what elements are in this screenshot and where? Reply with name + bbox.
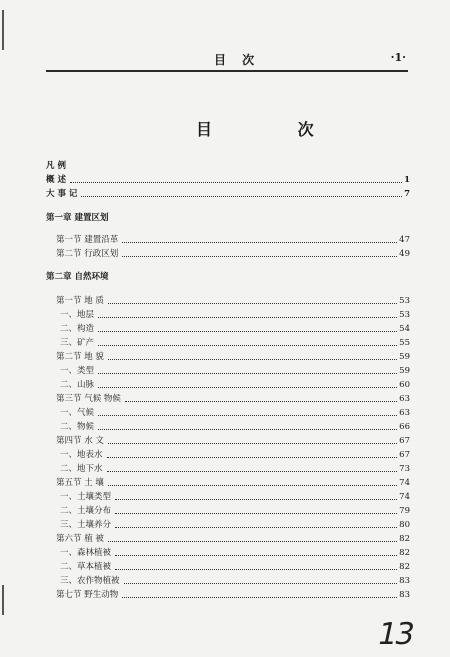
toc-entry-page: 82 xyxy=(399,562,410,572)
toc-entry xyxy=(60,404,410,418)
toc-entry xyxy=(56,390,410,404)
toc-entry-page: 47 xyxy=(399,235,410,245)
toc-entry xyxy=(56,474,410,488)
leader-dots xyxy=(108,484,397,486)
toc-entry-label: 三、土壤养分 xyxy=(60,520,112,530)
toc-entry-label: 概 述 xyxy=(46,175,66,185)
toc-entry xyxy=(56,348,410,362)
toc-entry-page: 59 xyxy=(399,366,410,376)
toc-entry xyxy=(56,432,410,446)
toc-entry-page: 53 xyxy=(399,296,410,306)
toc-entry xyxy=(60,516,410,530)
toc-entry-page: 66 xyxy=(399,422,410,432)
toc-entry-label: 第五节 土 壤 xyxy=(56,478,104,488)
toc-entry xyxy=(60,320,410,334)
toc-entry-label: 二、地下水 xyxy=(60,464,103,474)
leader-dots xyxy=(81,195,402,197)
toc-entry-label: 一、土壤类型 xyxy=(60,492,112,502)
toc-entry xyxy=(56,586,410,600)
toc-entry xyxy=(56,530,410,544)
leader-dots xyxy=(108,358,397,360)
running-header-title: 目 次 xyxy=(214,53,261,67)
toc-entry-label: 第二节 地 貌 xyxy=(56,352,104,362)
leader-dots xyxy=(108,302,397,304)
toc-entry-page: 79 xyxy=(399,506,410,516)
leader-dots xyxy=(115,554,397,556)
leader-dots xyxy=(107,470,398,472)
toc-entry-label: 三、矿产 xyxy=(60,338,95,348)
leader-dots xyxy=(98,316,397,318)
leader-dots xyxy=(98,344,397,346)
toc-entry xyxy=(60,306,410,320)
toc-entry-label: 二、构造 xyxy=(60,324,95,334)
toc-entry xyxy=(60,502,410,516)
toc-entry-label: 第四节 水 文 xyxy=(56,436,104,446)
toc-entry-page: 82 xyxy=(399,548,410,558)
toc-entry-page: 82 xyxy=(399,534,410,544)
toc-entry-label: 大 事 记 xyxy=(46,189,78,199)
toc-entry xyxy=(60,418,410,432)
toc-entry-page: 67 xyxy=(399,450,410,460)
toc-entry-label: 一、地表水 xyxy=(60,450,103,460)
toc-entry xyxy=(60,558,410,572)
leader-dots xyxy=(70,181,402,183)
toc-entry-label: 第一节 地 质 xyxy=(56,296,104,306)
chapter-heading: 第二章 自然环境 xyxy=(46,272,109,282)
toc-entry-label: 第六节 植 被 xyxy=(56,534,104,544)
toc-entry xyxy=(60,362,410,376)
toc-entry-page: 74 xyxy=(399,478,410,488)
running-header-page: ·1· xyxy=(390,51,406,64)
toc-entry-label: 第七节 野生动物 xyxy=(56,590,119,600)
leader-dots xyxy=(98,330,397,332)
toc-entry xyxy=(56,245,410,259)
leader-dots xyxy=(124,582,398,584)
toc-entry-label: 一、气候 xyxy=(60,408,95,418)
leader-dots xyxy=(98,428,397,430)
header-rule xyxy=(46,70,408,72)
leader-dots xyxy=(115,568,397,570)
page-title: 目 次 xyxy=(196,120,354,139)
toc-entry-page: 1 xyxy=(404,175,410,185)
toc-entry-page: 60 xyxy=(399,380,410,390)
leader-dots xyxy=(115,498,397,500)
leader-dots xyxy=(122,596,397,598)
toc-entry-page: 67 xyxy=(399,436,410,446)
leader-dots xyxy=(115,512,397,514)
leader-dots xyxy=(98,386,397,388)
toc-entry-page: 83 xyxy=(399,576,410,586)
scan-margin-mark xyxy=(2,10,4,50)
toc-entry-page: 63 xyxy=(399,408,410,418)
toc-entry-front xyxy=(46,157,410,171)
toc-entry xyxy=(60,544,410,558)
leader-dots xyxy=(98,414,397,416)
toc-entry-label: 二、草本植被 xyxy=(60,562,112,572)
toc-entry-page: 74 xyxy=(399,492,410,502)
toc-entry xyxy=(56,231,410,245)
toc-entry xyxy=(60,488,410,502)
toc-entry-page: 83 xyxy=(399,590,410,600)
toc-entry-page: 55 xyxy=(399,338,410,348)
toc-entry-label: 一、森林植被 xyxy=(60,548,112,558)
toc-entry-page: 54 xyxy=(399,324,410,334)
toc-entry xyxy=(60,376,410,390)
toc-entry-page: 73 xyxy=(399,464,410,474)
toc-entry-label: 一、类型 xyxy=(60,366,95,376)
toc-entry-label: 第一节 建置沿革 xyxy=(56,235,119,245)
handwritten-page-number: 13 xyxy=(374,617,416,652)
toc-entry-label: 一、地层 xyxy=(60,310,95,320)
toc-entry-label: 三、农作物植被 xyxy=(60,576,120,586)
leader-dots xyxy=(122,241,397,243)
leader-dots xyxy=(125,400,397,402)
toc-entry-front xyxy=(46,185,410,199)
toc-entry-label: 二、山脉 xyxy=(60,380,95,390)
toc-entry xyxy=(60,446,410,460)
running-header xyxy=(46,50,406,68)
toc-entry-label: 第二节 行政区划 xyxy=(56,249,119,259)
leader-dots xyxy=(108,540,397,542)
leader-dots xyxy=(98,372,397,374)
toc-entry-label: 二、物候 xyxy=(60,422,95,432)
toc-entry xyxy=(60,572,410,586)
toc-entry xyxy=(60,334,410,348)
toc-entry-page: 7 xyxy=(404,189,410,199)
toc-entry-label: 凡 例 xyxy=(46,161,66,171)
toc-entry xyxy=(56,292,410,306)
toc-entry-page: 53 xyxy=(399,310,410,320)
toc-entry-page: 80 xyxy=(399,520,410,530)
toc-entry-front xyxy=(46,171,410,185)
leader-dots xyxy=(107,456,398,458)
toc-entry-page: 59 xyxy=(399,352,410,362)
toc-entry xyxy=(60,460,410,474)
leader-dots xyxy=(108,442,397,444)
toc-entry-label: 二、土壤分布 xyxy=(60,506,112,516)
chapter-heading: 第一章 建置区划 xyxy=(46,213,109,223)
toc-entry-page: 63 xyxy=(399,394,410,404)
toc-entry-label: 第三节 气候 物候 xyxy=(56,394,121,404)
toc-entry-page: 49 xyxy=(399,249,410,259)
scan-margin-mark xyxy=(2,585,4,615)
leader-dots xyxy=(115,526,397,528)
leader-dots xyxy=(122,255,397,257)
